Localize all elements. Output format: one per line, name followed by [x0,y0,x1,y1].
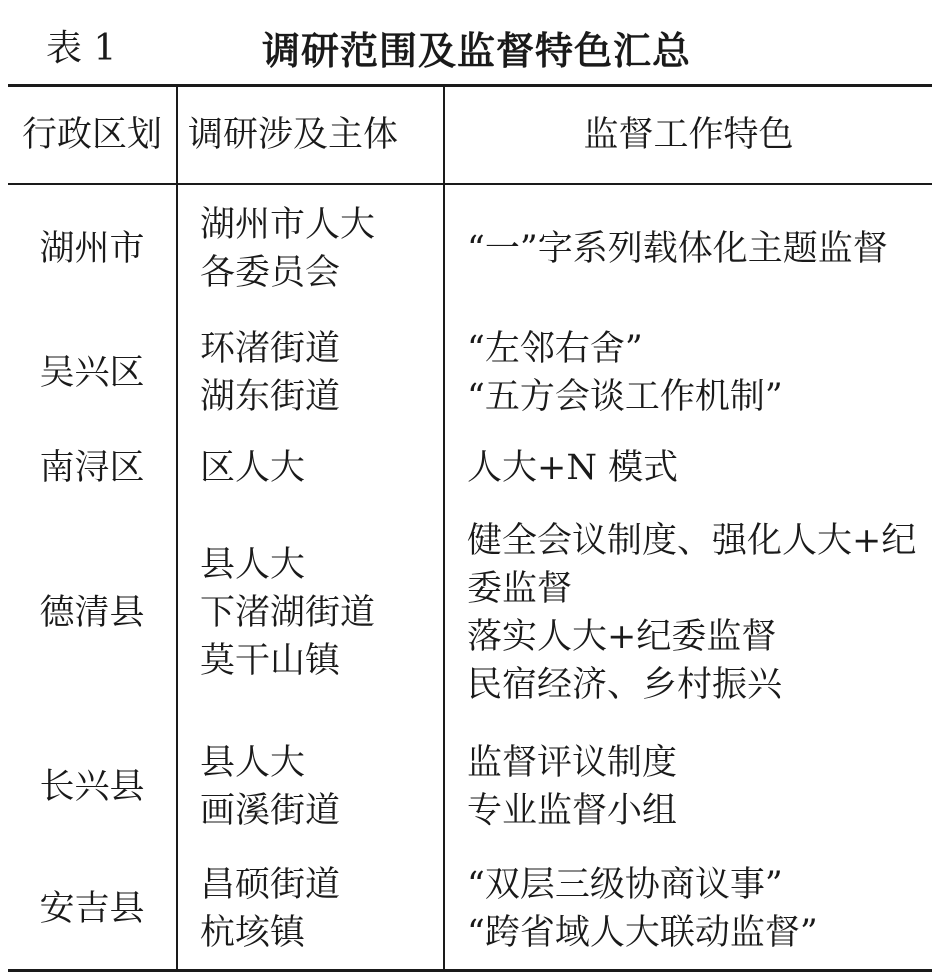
subject-item: 下渚湖街道 [200,593,376,633]
region-cell: 吴兴区 [8,312,177,434]
subject-item: 县人大 [200,545,306,585]
table-row [8,434,932,502]
table-caption [0,14,941,74]
subject-item: 各委员会 [200,252,341,293]
subjects-cell [177,502,444,724]
region-cell: 长兴县 [8,724,177,850]
region-cell: 安吉县 [8,850,177,970]
subject-item: 画溪街道 [200,791,341,831]
features-cell [444,502,932,724]
feature-item: 监督评议制度 [467,743,678,783]
features-cell [444,312,932,434]
subject-item: 县人大 [200,743,306,783]
header-features: 监督工作特色 [444,86,932,185]
subject-item: 杭垓镇 [200,913,306,954]
subjects-cell [177,312,444,434]
subject-item: 昌硕街道 [200,865,341,906]
subject-item: 环渚街道 [200,329,341,369]
region-cell: 南浔区 [8,434,177,502]
table-row [8,312,932,434]
feature-item: “一”字系列载体化主题监督 [467,228,888,269]
feature-item: “双层三级协商议事” [467,865,783,906]
header-row [8,86,932,185]
feature-item: “五方会谈工作机制” [467,377,783,417]
summary-table [8,84,932,972]
feature-item: 健全会议制度、强化人大+纪委监督 [467,521,917,609]
feature-item: “跨省域人大联动监督” [467,913,818,954]
header-subjects: 调研涉及主体 [177,86,444,185]
subjects-cell [177,434,444,502]
region-cell: 德清县 [8,502,177,724]
feature-item: 落实人大+纪委监督 [467,617,777,657]
subject-item: 莫干山镇 [200,641,341,681]
features-cell [444,184,932,312]
subjects-cell [177,184,444,312]
feature-item: 专业监督小组 [467,791,678,831]
table-title: 调研范围及监督特色汇总 [262,29,692,73]
table-number: 表 1 [46,28,117,69]
feature-item: “左邻右舍” [467,329,643,369]
table-row [8,850,932,970]
feature-item: 人大+N 模式 [467,448,679,488]
features-cell [444,434,932,502]
region-cell: 湖州市 [8,184,177,312]
subject-item: 湖州市人大 [200,204,376,245]
subjects-cell [177,850,444,970]
features-cell [444,850,932,970]
subjects-cell [177,724,444,850]
table-row [8,724,932,850]
subject-item: 区人大 [200,448,306,488]
table-row [8,184,932,312]
table-row [8,502,932,724]
feature-item: 民宿经济、乡村振兴 [467,665,783,705]
header-region: 行政区划 [8,86,177,185]
subject-item: 湖东街道 [200,377,341,417]
features-cell [444,724,932,850]
